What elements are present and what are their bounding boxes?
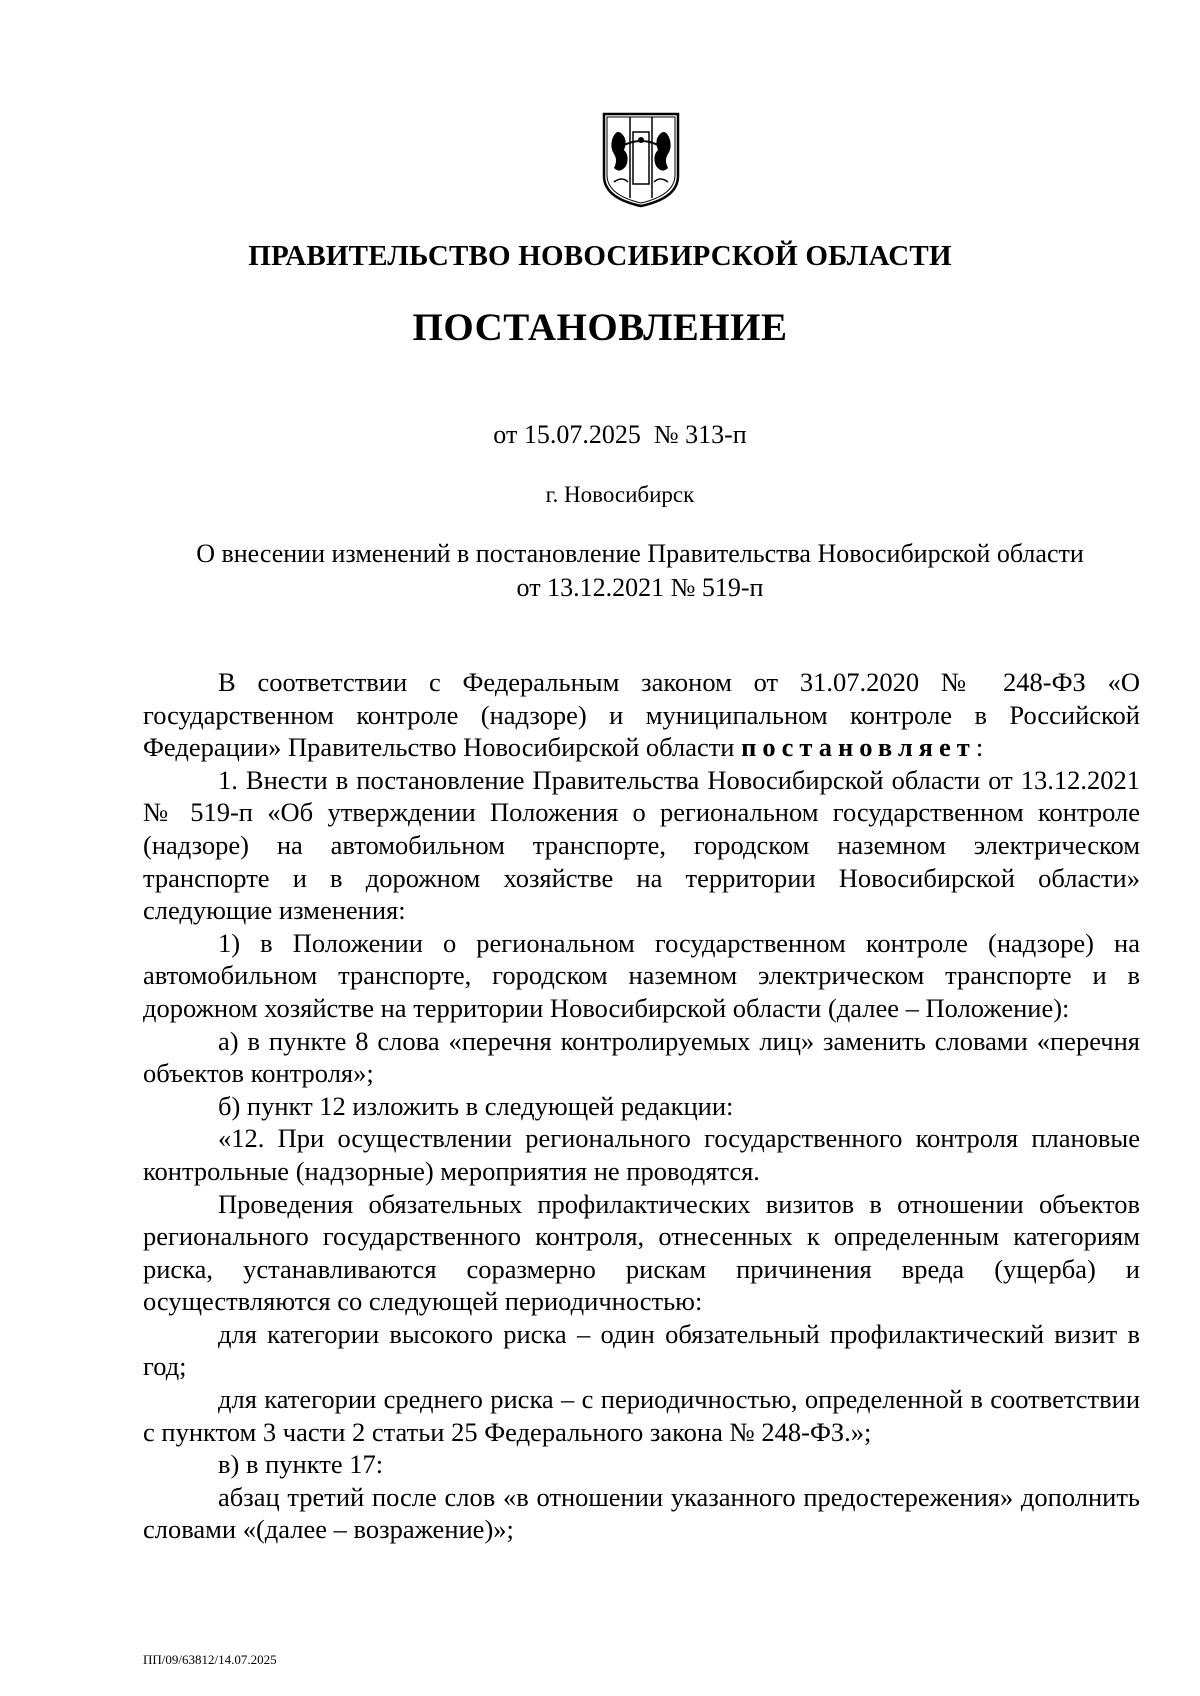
paragraph-high-risk: для категории высокого риска – один обязательный профилактический визит в год; — [143, 1318, 1140, 1382]
paragraph-medium-risk: для категории среднего риска – с периодичностью, определенной в соответствии с пунктом 3 части 2 статьи 25 Федерального закона № 248-ФЗ.»; — [143, 1384, 1140, 1447]
coat-of-arms-icon — [600, 110, 682, 208]
paragraph-preamble — [143, 666, 1140, 764]
paragraph-visits: Проведения обязательных профилактических визитов в отношении объектов регионального государственного контроля, отнесенных к определенным категориям риска, устанавливаются соразмерно рискам причинения вреда (ущерба) и осуществляются со следующей периодичностью: — [143, 1188, 1140, 1317]
organization-title: ПРАВИТЕЛЬСТВО НОВОСИБИРСКОЙ ОБЛАСТИ — [248, 240, 952, 272]
date-number-text: от 15.07.2025 № 313-п — [493, 420, 747, 449]
paragraph-clause-12: «12. При осуществлении регионального государственного контроля плановые контрольные (надзорные) мероприятия не проводятся. — [143, 1123, 1140, 1186]
document-date-number — [0, 420, 1200, 450]
document-type: ПОСТАНОВЛЕНИЕ — [412, 306, 788, 349]
preamble-text: В соответствии с Федеральным законом от 31.07.2020 № 248-ФЗ «О государственном контроле (надзоре) и муниципальном контроле в Российской Федерации» Правительство Новосибирской области — [143, 667, 1140, 763]
document-subject — [140, 537, 1140, 605]
document-body — [143, 666, 1140, 1546]
paragraph-subitem-b: б) пункт 12 изложить в следующей редакции: — [218, 1090, 734, 1121]
paragraph-subitem-1: 1) в Положении о региональном государственном контроле (надзоре) на автомобильном транспорте, городском наземном электрическом транспорте и в дорожном хозяйстве на территории Новосибирской области (далее – Положение): — [143, 927, 1140, 1023]
document-city: г. Новосибирск — [545, 482, 695, 507]
footer-code: ПП/09/63812/14.07.2025 — [143, 1652, 277, 1667]
resolves-keyword: постановляет — [741, 732, 976, 763]
paragraph-abzac: абзац третий после слов «в отношении указанного предостережения» дополнить словами «(далее – возражение)»; — [143, 1481, 1140, 1545]
subject-line-2: от 13.12.2021 № 519-п — [516, 573, 764, 602]
paragraph-subitem-v: в) в пункте 17: — [218, 1449, 384, 1480]
paragraph-subitem-a: а) в пункте 8 слова «перечня контролируемых лиц» заменить словами «перечня объектов контроля»; — [143, 1025, 1140, 1089]
preamble-tail: : — [975, 732, 984, 763]
subject-line-1: О внесении изменений в постановление Правительства Новосибирской области — [196, 539, 1084, 568]
paragraph-item-1: 1. Внести в постановление Правительства Новосибирской области от 13.12.2021 № 519-п «Об утверждении Положения о региональном государственном контроле (надзоре) на автомобильном транспорте, городском наземном электрическом транспорте и в дорожном хозяйстве на территории Новосибирской области» следующие изменения: — [143, 764, 1140, 926]
